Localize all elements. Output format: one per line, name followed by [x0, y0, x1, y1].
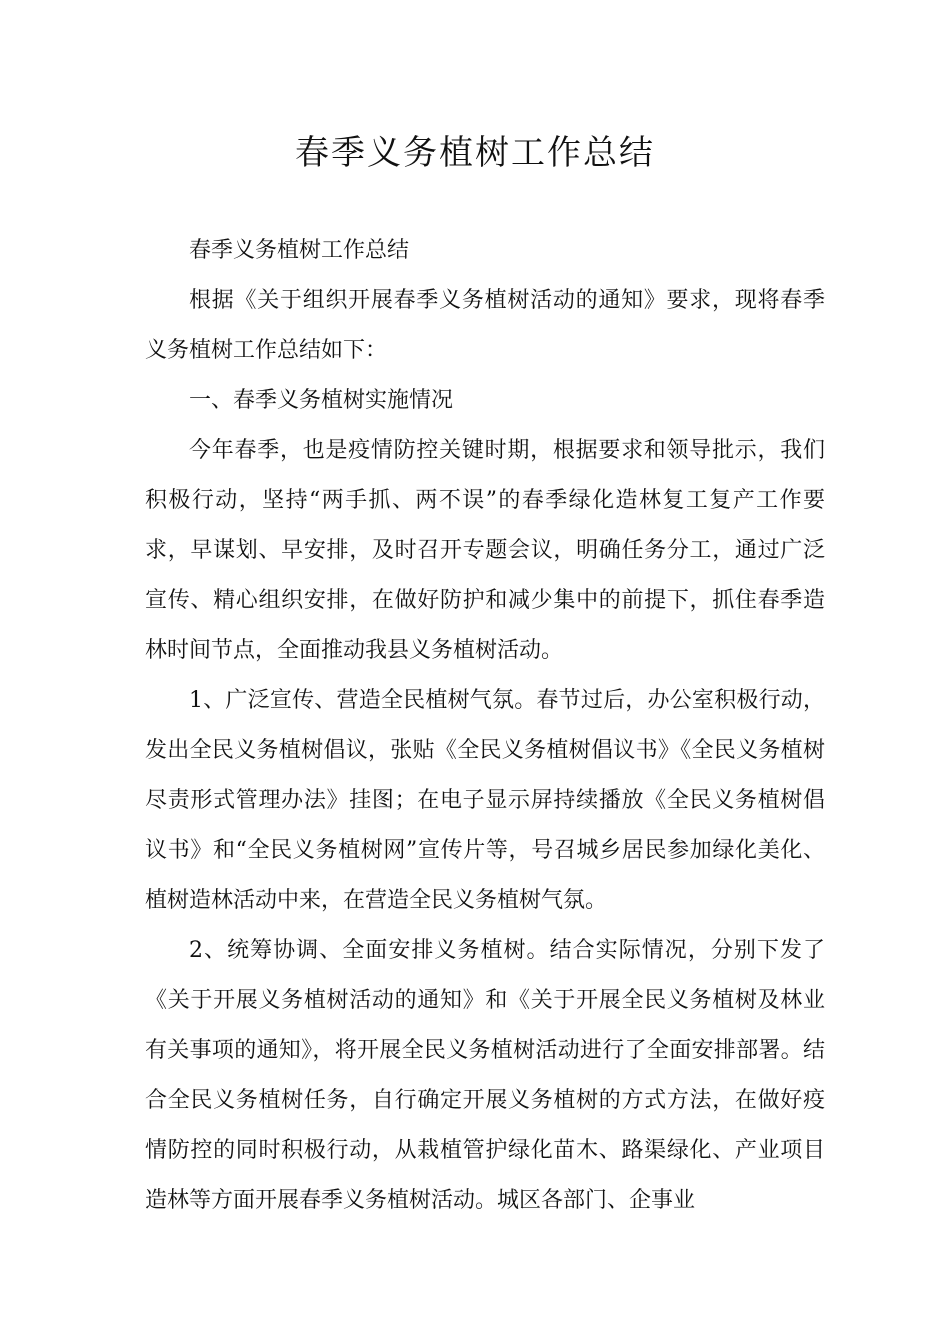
document-body — [145, 226, 825, 1226]
paragraph-item-2: 2、统筹协调、全面安排义务植树。结合实际情况，分别下发了《关于开展义务植树活动的通知》和《关于开展全民义务植树及林业有关事项的通知》，将开展全民义务植树活动进行了全面安排部署。结合全民义务植树任务，自行确定开展义务植树的方式方法，在做好疫情防控的同时积极行动，从栽植管护绿化苗木、路渠绿化、产业项目造林等方面开展春季义务植树活动。城区各部门、企事业 — [145, 938, 825, 1213]
paragraph-intro: 根据《关于组织开展春季义务植树活动的通知》要求，现将春季义务植树工作总结如下： — [145, 288, 825, 363]
paragraph-subtitle: 春季义务植树工作总结 — [189, 238, 410, 263]
section-heading-1: 一、春季义务植树实施情况 — [189, 388, 454, 413]
paragraph-overview: 今年春季，也是疫情防控关键时期，根据要求和领导批示，我们积极行动，坚持“两手抓、两不误”的春季绿化造林复工复产工作要求，早谋划、早安排，及时召开专题会议，明确任务分工，通过广泛宣传、精心组织安排，在做好防护和减少集中的前提下，抓住春季造林时间节点，全面推动我县义务植树活动。 — [145, 438, 825, 663]
document-title: 春季义务植树工作总结 — [295, 133, 655, 173]
paragraph-item-1: 1、广泛宣传、营造全民植树气氛。春节过后，办公室积极行动，发出全民义务植树倡议，张贴《全民义务植树倡议书》《全民义务植树尽责形式管理办法》挂图；在电子显示屏持续播放《全民义务植树倡议书》和“全民义务植树网”宣传片等，号召城乡居民参加绿化美化、植树造林活动中来，在营造全民义务植树气氛。 — [145, 688, 825, 913]
